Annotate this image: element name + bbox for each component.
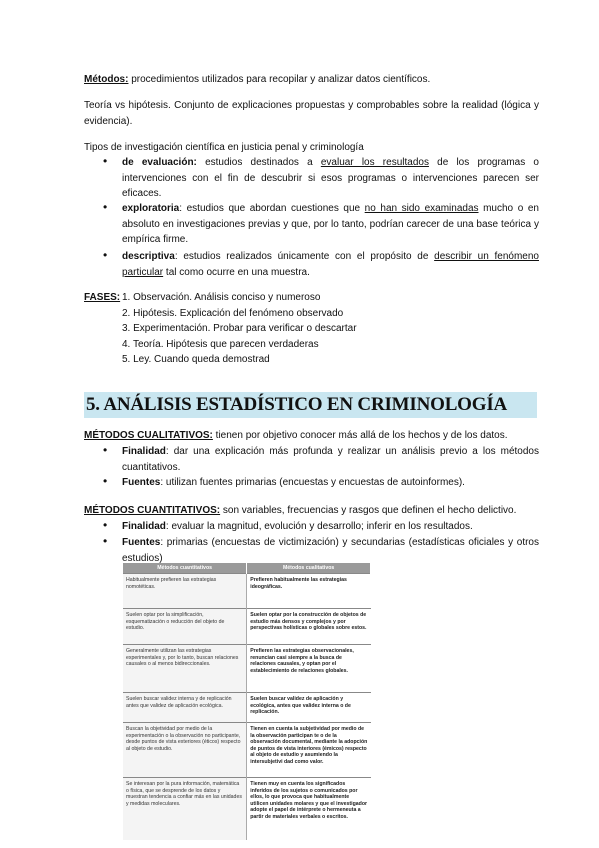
fase-item: 5. Ley. Cuando queda demostrad <box>122 354 270 365</box>
tipos-intro: Tipos de investigación científica en justicia penal y criminología <box>84 142 364 153</box>
table-row <box>123 693 371 723</box>
item-label: Fuentes <box>122 477 161 488</box>
fases-label <box>84 290 120 306</box>
cuantitativos-paragraph <box>84 503 539 519</box>
metodos-paragraph <box>84 72 539 88</box>
tipo-item <box>122 155 539 202</box>
item-label: Finalidad <box>122 521 166 532</box>
tipo-underlined: evaluar los resultados <box>320 157 429 168</box>
tipo-item <box>122 201 539 248</box>
cualitativos-item <box>122 475 539 491</box>
table-row <box>123 645 371 693</box>
metodos-label: Métodos: <box>84 74 129 85</box>
tipo-underlined: describir un fenómeno particular <box>122 251 539 278</box>
item-label: Finalidad <box>122 446 166 457</box>
table-cell: Buscan la objetividad por medio de la experimentación o la observación no participante, desde puntos de vista exteriores (éticos) respecto al objeto de estudio. <box>123 723 247 778</box>
table-row <box>123 778 371 840</box>
table-cell: Tienen muy en cuenta los significados inferidos de los sujetos o comunicados por ellos, lo que provoca que habitualmente utilicen unidades molares y que el investigador adopte el papel de intérprete o hermeneuta a partir de materiales verbales o escritos. <box>247 778 371 840</box>
metodos-text: procedimientos utilizados para recopilar y analizar datos científicos. <box>128 74 431 85</box>
tipo-text: de los programas o intervenciones con el fin de descubrir si esos programas o intervenciones parecen ser eficaces. <box>122 157 539 199</box>
tipo-underlined: no han sido examinadas <box>364 203 479 214</box>
comparison-table <box>123 563 371 840</box>
tipo-label: descriptiva <box>122 251 175 262</box>
cuantitativos-label: MÉTODOS CUANTITATIVOS: <box>84 505 221 516</box>
teoria-paragraph: Teoría vs hipótesis. Conjunto de explicaciones propuestas y comprobables sobre la realidad (lógica y evidencia). <box>84 100 539 127</box>
item-text: : primarias (encuestas de victimización) y secundarias (estadísticas oficiales y otros estudios) <box>122 537 539 564</box>
fase-item: 2. Hipótesis. Explicación del fenómeno observado <box>122 307 344 319</box>
fase-item: 4. Teoría. Hipótesis que parecen verdaderas <box>122 338 319 350</box>
table-cell: Suelen buscar validez interna y de replicación antes que validez de aplicación ecológica. <box>123 693 247 723</box>
table-cell: Suelen buscar validez de aplicación y ecológica, antes que validez interna o de replicación. <box>247 693 371 723</box>
fase-item: 3. Experimentación. Probar para verificar o descartar <box>122 323 357 334</box>
cuantitativos-item <box>122 519 539 535</box>
item-text: : dar una explicación más profunda y realizar un análisis previo a los métodos cuantitativos. <box>122 446 539 473</box>
bullet-icon: • <box>103 248 108 262</box>
cualitativos-item <box>122 444 539 475</box>
tipo-text: mucho o en absoluto en investigaciones previas y que, por lo tanto, podrían carecer de una base teórica y empírica firme. <box>122 203 539 245</box>
bullet-icon: • <box>103 534 108 548</box>
table-cell: Prefieren habitualmente las estrategias ideográficas. <box>247 574 371 609</box>
tipo-item <box>122 249 539 280</box>
cuantitativos-text: son variables, frecuencias y rasgos que definen el hecho delictivo. <box>220 505 517 516</box>
item-text: : utilizan fuentes primarias (encuestas y encuestas de autoinformes). <box>160 477 465 488</box>
table-header: Métodos cualitativos <box>247 563 371 574</box>
table-cell: Suelen optar por la simplificación, esquematización o reducción del objeto de estudio. <box>123 609 247 645</box>
cuantitativos-item <box>122 535 539 566</box>
fases-list <box>122 290 502 368</box>
table-row <box>123 723 371 778</box>
tipo-text: : estudios realizados únicamente con el propósito de <box>174 251 435 262</box>
bullet-icon: • <box>103 154 108 168</box>
table-header: Métodos cuantitativos <box>123 563 247 574</box>
bullet-icon: • <box>103 474 108 488</box>
tipo-label: de evaluación: <box>122 157 197 168</box>
bullet-icon: • <box>103 518 108 532</box>
cualitativos-paragraph <box>84 428 539 444</box>
table-cell: Tienen en cuenta la subjetividad por medio de la observación participan te o de la observación documental, mediante la adopción de puntos de vista interiores (émicos) respecto al objeto de estudio y asumiendo la intersubjetivi dad como valor. <box>247 723 371 778</box>
bullet-icon: • <box>103 200 108 214</box>
fase-item: 1. Observación. Análisis conciso y numeroso <box>122 292 321 303</box>
cualitativos-text: tienen por objetivo conocer más allá de los hechos y de los datos. <box>212 430 508 441</box>
tipo-text: : estudios que abordan cuestiones que <box>179 203 365 214</box>
item-text: : evaluar la magnitud, evolución y desarrollo; inferir en los resultados. <box>165 521 473 532</box>
table-cell: Habitualmente prefieren las estrategias nomotéticas. <box>123 574 247 609</box>
tipo-text: tal como ocurre en una muestra. <box>163 266 310 278</box>
tipo-text: estudios destinados a <box>196 157 321 168</box>
table-cell: Generalmente utilizan las estrategias experimentales y, por lo tanto, buscan relaciones causales o al menos bidireccionales. <box>123 645 247 693</box>
table-cell: Suelen optar por la construcción de objetos de estudio más densos y complejos y por perspectivas holísticas o globales sobre estos. <box>247 609 371 645</box>
item-label: Fuentes <box>122 537 161 548</box>
bullet-icon: • <box>103 443 108 457</box>
tipo-label: exploratoria <box>122 203 180 214</box>
table-row <box>123 574 371 609</box>
section-title: 5. ANÁLISIS ESTADÍSTICO EN CRIMINOLOGÍA <box>86 394 508 415</box>
cualitativos-label: MÉTODOS CUALITATIVOS: <box>84 430 213 441</box>
table-cell: Se interesan por la pura información, matemática o física, que se desprende de los datos y muestran tendencia a confiar más en las unidades y medidas moleculares. <box>123 778 247 840</box>
fases-label-text: FASES: <box>84 292 121 303</box>
table-cell: Prefieren las estrategias observacionales, renuncian casi siempre a la busca de relaciones causales, y optan por el establecimiento de relaciones globales. <box>247 645 371 693</box>
table-row <box>123 609 371 645</box>
